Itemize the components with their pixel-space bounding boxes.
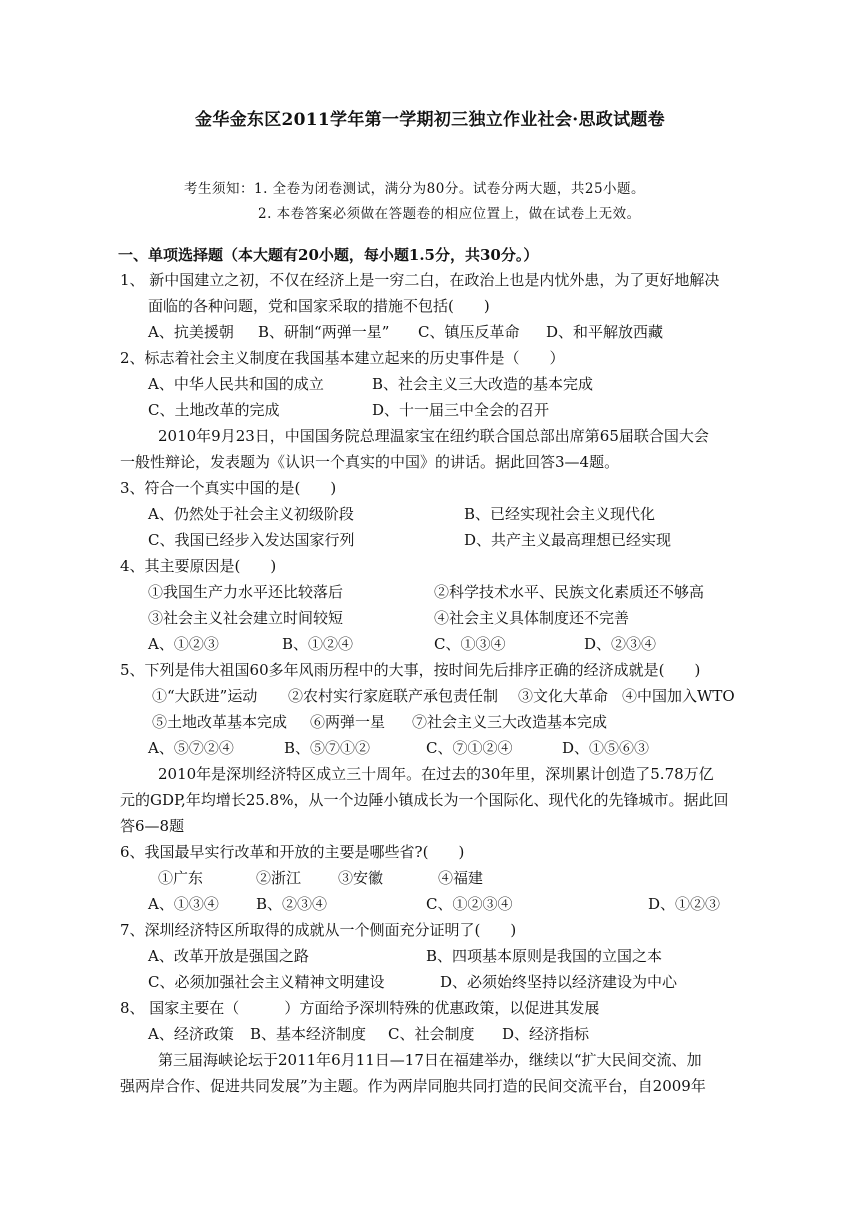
question-3-option-b: B、已经实现社会主义现代化 [464, 505, 656, 523]
question-6-option-b: B、②③④ [256, 895, 328, 913]
question-2-stem: 2、标志着社会主义制度在我国基本建立起来的历史事件是（ ） [120, 349, 565, 367]
question-7-option-d: D、必须始终坚持以经济建设为中心 [440, 973, 678, 991]
question-5-item-5: ⑤土地改革基本完成 [152, 713, 288, 731]
question-5-item-6: ⑥两弹一星 [310, 713, 386, 731]
question-6-item-2: ②浙江 [256, 869, 302, 887]
question-4-item-4: ④社会主义具体制度还不完善 [434, 609, 630, 627]
passage-3-line-1: 第三届海峡论坛于2011年6月11日—17日在福建举办，继续以“扩大民间交流、加 [158, 1051, 702, 1069]
question-7-option-a: A、改革开放是强国之路 [148, 947, 309, 965]
question-1-option-d: D、和平解放西藏 [546, 323, 664, 341]
question-8-option-c: C、社会制度 [388, 1025, 475, 1043]
question-7-option-b: B、四项基本原则是我国的立国之本 [426, 947, 663, 965]
question-1-option-a: A、抗美援朝 [148, 323, 234, 341]
question-6-option-c: C、①②③④ [426, 895, 513, 913]
passage-2-line-3: 答6—8题 [120, 817, 185, 835]
question-6-item-1: ①广东 [158, 869, 204, 887]
question-5-item-4: ④中国加入WTO [622, 687, 735, 705]
passage-1-line-2: 一般性辩论，发表题为《认识一个真实的中国》的讲话。据此回答3—4题。 [120, 453, 620, 471]
question-3-option-a: A、仍然处于社会主义初级阶段 [148, 505, 354, 523]
question-3-option-d: D、共产主义最高理想已经实现 [464, 531, 672, 549]
question-2-option-c: C、土地改革的完成 [148, 401, 280, 419]
question-5-item-1: ①“大跃进”运动 [152, 687, 258, 705]
passage-3-line-2: 强两岸合作、促进共同发展”为主题。作为两岸同胞共同打造的民间交流平台，自2009年 [120, 1077, 706, 1095]
question-1-stem-2: 面临的各种问题，党和国家采取的措施不包括( ) [148, 297, 490, 315]
question-5-option-b: B、⑤⑦①② [284, 739, 371, 757]
question-6-item-4: ④福建 [438, 869, 484, 887]
question-2-option-d: D、十一届三中全会的召开 [372, 401, 550, 419]
question-5-option-c: C、⑦①②④ [426, 739, 513, 757]
question-5-item-2: ②农村实行家庭联产承包责任制 [288, 687, 499, 705]
question-4-item-3: ③社会主义社会建立时间较短 [148, 609, 344, 627]
question-3-option-c: C、我国已经步入发达国家行列 [148, 531, 355, 549]
question-4-option-b: B、①②④ [282, 635, 354, 653]
question-6-stem: 6、我国最早实行改革和开放的主要是哪些省?( ) [120, 843, 465, 861]
passage-2-line-2: 元的GDP,年均增长25.8%，从一个边陲小镇成长为一个国际化、现代化的先锋城市。据此回 [120, 791, 729, 809]
question-5-stem: 5、下列是伟大祖国60多年风雨历程中的大事，按时间先后排序正确的经济成就是( ) [120, 661, 701, 679]
question-1-option-c: C、镇压反革命 [418, 323, 520, 341]
question-4-item-2: ②科学技术水平、民族文化素质还不够高 [434, 583, 705, 601]
question-8-stem: 8、 国家主要在（ ）方面给予深圳特殊的优惠政策，以促进其发展 [120, 999, 600, 1017]
question-6-option-d: D、①②③ [648, 895, 721, 913]
question-1-stem-1: 1、 新中国建立之初，不仅在经济上是一穷二白，在政治上也是内忧外患，为了更好地解决 [120, 271, 720, 289]
question-7-stem: 7、深圳经济特区所取得的成就从一个侧面充分证明了( ) [120, 921, 517, 939]
passage-1-line-1: 2010年9月23日，中国国务院总理温家宝在纽约联合国总部出席第65届联合国大会 [158, 427, 709, 445]
question-8-option-a: A、经济政策 [148, 1025, 234, 1043]
question-3-stem: 3、符合一个真实中国的是( ) [120, 479, 337, 497]
question-8-option-d: D、经济指标 [502, 1025, 590, 1043]
question-4-option-a: A、①②③ [148, 635, 219, 653]
page-title: 金华金东区2011学年第一学期初三独立作业社会·思政试题卷 [195, 110, 665, 130]
passage-2-line-1: 2010年是深圳经济特区成立三十周年。在过去的30年里，深圳累计创造了5.78万亿 [158, 765, 714, 783]
question-5-option-d: D、①⑤⑥③ [562, 739, 650, 757]
question-5-option-a: A、⑤⑦②④ [148, 739, 234, 757]
notice-line-1: 考生须知：1. 全卷为闭卷测试，满分为80分。试卷分两大题，共25小题。 [184, 181, 646, 197]
question-5-item-7: ⑦社会主义三大改造基本完成 [412, 713, 608, 731]
question-7-option-c: C、必须加强社会主义精神文明建设 [148, 973, 385, 991]
question-8-option-b: B、基本经济制度 [250, 1025, 367, 1043]
question-4-option-c: C、①③④ [434, 635, 506, 653]
question-4-item-1: ①我国生产力水平还比较落后 [148, 583, 344, 601]
question-4-option-d: D、②③④ [584, 635, 657, 653]
question-4-stem: 4、其主要原因是( ) [120, 557, 277, 575]
notice-line-2: 2. 本卷答案必须做在答题卷的相应位置上，做在试卷上无效。 [258, 206, 641, 222]
section-heading: 一、单项选择题（本大题有20小题，每小题1.5分，共30分。） [118, 246, 539, 264]
question-5-item-3: ③文化大革命 [518, 687, 609, 705]
question-1-option-b: B、研制“两弹一星” [258, 323, 390, 341]
question-2-option-b: B、社会主义三大改造的基本完成 [372, 375, 594, 393]
question-6-option-a: A、①③④ [148, 895, 219, 913]
question-2-option-a: A、中华人民共和国的成立 [148, 375, 324, 393]
question-6-item-3: ③安徽 [338, 869, 384, 887]
